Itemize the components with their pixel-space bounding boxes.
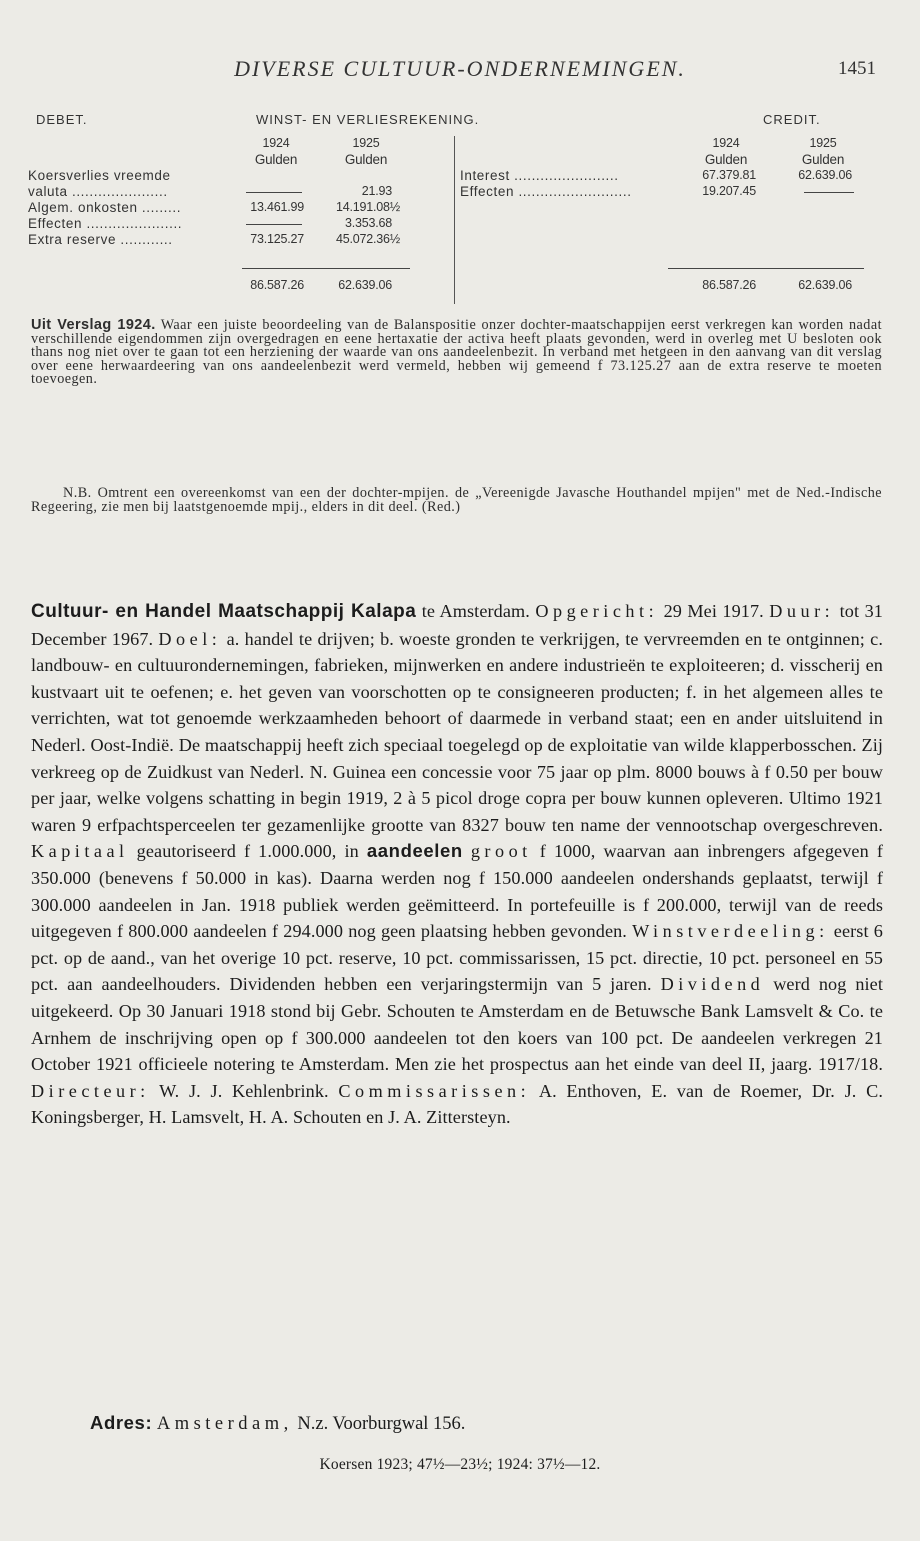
credit-year-1925: 1925 — [809, 136, 837, 150]
company-name: Cultuur- en Handel Maatschappij Kalapa — [31, 601, 417, 622]
debit-value: 3.353.68 — [344, 216, 392, 230]
kapitaal-text-1: geautoriseerd f 1.000.000, in — [136, 841, 359, 862]
opgericht-label: Opgericht: — [535, 601, 659, 621]
verslag-paragraph — [31, 319, 882, 387]
debit-year-1924: 1924 — [262, 136, 290, 150]
credit-row-label-text: Effecten — [460, 184, 515, 199]
running-title: DIVERSE CULTUUR-ONDERNEMINGEN. — [234, 56, 686, 81]
credit-row-label: Interest ........................ — [460, 168, 619, 183]
debit-value: 45.072.36½ — [335, 232, 400, 246]
debit-year-1925: 1925 — [352, 136, 380, 150]
groot-label: groot — [470, 841, 532, 862]
debit-total-1924: 86.587.26 — [250, 278, 304, 292]
debit-row-label-line2: valuta — [28, 184, 68, 199]
credit-value: 19.207.45 — [702, 184, 756, 198]
empty-dash — [246, 192, 302, 193]
profit-loss-table — [28, 112, 880, 304]
dividend-value: werd nog niet uitgekeerd. Op 30 Januari 1918 stond bij Gebr. Schouten te Amsterdam en de Betuwsche Bank Lamsvelt & Co. te Arnhem de inschrijving open op f 300.000 aandeelen tot den koers van 100 pct. De aandeelen verkregen 21 October 1921 officieele notering te Amsterdam. Men zie het prospectus aan het einde van deel II, jaarg. 1917/18. — [31, 974, 883, 1075]
debit-row-label: Koersverlies vreemde — [28, 168, 171, 183]
credit-year-1924: 1924 — [712, 136, 740, 150]
duur-value: tot 31 December 1967. — [31, 601, 883, 649]
commissarissen-value: A. Enthoven, E. van de Roemer, Dr. J. C. Koningsberger, H. Lamsvelt, H. A. Schouten en J. A. Zittersteyn. — [31, 1080, 883, 1128]
debit-unit-1924: Gulden — [254, 152, 298, 167]
kapitaal-text-2: f 1000, waarvan aan inbrengers afgegeven f 350.000 (benevens f 50.000 in kas). Daarna werden nog f 150.000 aandeelen ondershands geplaatst, terwijl f 300.000 aandeelen in Jan. 1918 publiek werden geëmitteerd. In portefeuille is f 200.000, terwijl van de reeds uitgegeven f 800.000 aandeelen f 294.000 nog geen plaatsing hebben gevonden. — [31, 841, 883, 942]
debit-row-label-text: Algem. onkosten — [28, 200, 138, 215]
verslag-text: Waar een juiste beoordeeling van de Balanspositie onzer dochter-maatschappijen eerst verkregen kan worden nadat verschillende eigendommen zijn overgedragen en eene hertaxatie der activa heeft plaats gevonden, werd in overleg met U besloten ook thans nog niet over te gaan tot een herziening der waarde van ons aandeelenbezit. In verband met hetgeen in den aanvang van dit verslag over eene herwaardeering van ons aandeelenbezit werd vermeld, hebben wij gemeend f 73.125.27 aan de extra reserve te moeten toevoegen. — [31, 317, 882, 387]
credit-value: 67.379.81 — [702, 168, 756, 182]
page-number: 1451 — [838, 58, 876, 79]
credit-unit-1925: Gulden — [801, 152, 845, 167]
debit-row-label: Extra reserve ............ — [28, 232, 173, 247]
debit-row-label: Effecten ...................... — [28, 216, 183, 231]
doel-value: a. handel te drijven; b. woeste gronden te verkrijgen, te vervreemden en te ontginnen; c. landbouw- en cultuurondernemingen, fabrieken, mijnwerken en andere industrieën te exploiteeren; d. visscherij en kustvaart uit te oefenen; e. het geven van voorschotten op te consigneeren producten; f. in het algemeen alles te verrichten, wat tot genoemde werkzaamheden behoort of daarmede in verband staat; een en ander uitsluitend in Nederl. Oost-Indië. De maatschappij heeft zich speciaal toegelegd op de exploitatie van wilde klapperbosschen. Zij verkreeg op de Zuidkust van Nederl. N. Guinea een concessie voor 75 jaar op plm. 8000 bouws à f 0.50 per bouw per jaar, welke volgens schatting in begin 1919, 2 à 5 picol droge copra per bouw kunnen opleveren. Ultimo 1921 waren 9 erfpachtsperceelen ter gezamenlijke grootte van 8327 bouw ten name der vennootschap overgeschreven. — [31, 628, 883, 835]
credit-total-rule — [668, 268, 864, 269]
credit-row-label: Effecten .......................... — [460, 184, 632, 199]
column-divider — [454, 136, 455, 304]
running-head — [0, 56, 920, 86]
adres-street: N.z. Voorburgwal 156. — [297, 1414, 466, 1434]
verslag-lead: Uit Verslag 1924. — [31, 317, 156, 333]
debit-value: 73.125.27 — [250, 232, 304, 246]
koersen-line: Koersen 1923; 47½—23½; 1924: 37½—12. — [319, 1456, 601, 1473]
debet-label: DEBET. — [36, 112, 88, 127]
adres-label: Adres: — [90, 1412, 153, 1433]
winstverdeeling-value: eerst 6 pct. op de aand., van het overige 10 pct. reserve, 10 pct. commissarissen, 15 pct. directie, 10 pct. personeel en 55 pct. aan aandeelhouders. Dividenden hebben een verjaringstermijn van 5 jaren. — [31, 921, 883, 995]
credit-total-1925: 62.639.06 — [798, 278, 852, 292]
directeur-value: W. J. J. Kehlenbrink. — [159, 1080, 329, 1101]
adres-city: Amsterdam, — [156, 1414, 293, 1434]
editorial-note — [31, 487, 882, 514]
editorial-note-text: N.B. Omtrent een overeenkomst van een der dochter-mpijen. de „Vereenigde Javasche Houthandel mpijen" met de Ned.-Indische Regeering, zie men bij laatstgenoemde mpij., elders in dit deel. (Red.) — [31, 485, 882, 515]
company-location: te Amsterdam. — [421, 601, 530, 621]
debit-unit-1925: Gulden — [344, 152, 388, 167]
debit-row-label: valuta ...................... — [28, 184, 168, 199]
debit-value: 14.191.08½ — [335, 200, 400, 214]
profit-loss-title: WINST- EN VERLIESREKENING. — [256, 112, 480, 127]
debit-value: 21.93 — [361, 184, 392, 198]
kapitaal-label: Kapitaal — [31, 841, 129, 862]
dividend-label: Dividend — [660, 974, 765, 995]
empty-dash — [804, 192, 854, 193]
debit-total-1925: 62.639.06 — [338, 278, 392, 292]
debit-total-rule — [242, 268, 410, 269]
credit-unit-1924: Gulden — [704, 152, 748, 167]
credit-total-1924: 86.587.26 — [702, 278, 756, 292]
directeur-label: Directeur: — [31, 1080, 150, 1101]
credit-row-label-text: Interest — [460, 168, 510, 183]
debit-row-label-text: Extra reserve — [28, 232, 117, 247]
address-line — [90, 1412, 890, 1435]
aandeelen-label: aandeelen — [366, 840, 463, 862]
debit-row-label: Algem. onkosten ......... — [28, 200, 182, 215]
credit-label: CREDIT. — [763, 112, 821, 127]
debit-row-label-text: Effecten — [28, 216, 83, 231]
debit-value: 13.461.99 — [250, 200, 304, 214]
duur-label: Duur: — [769, 601, 835, 621]
opgericht-value: 29 Mei 1917. — [663, 601, 764, 621]
winstverdeeling-label: Winstverdeeling: — [632, 921, 829, 942]
commissarissen-label: Commissarissen: — [338, 1080, 531, 1101]
empty-dash — [246, 224, 302, 225]
doel-label: Doel: — [158, 628, 222, 649]
credit-value: 62.639.06 — [798, 168, 852, 182]
company-entry — [31, 598, 883, 1131]
